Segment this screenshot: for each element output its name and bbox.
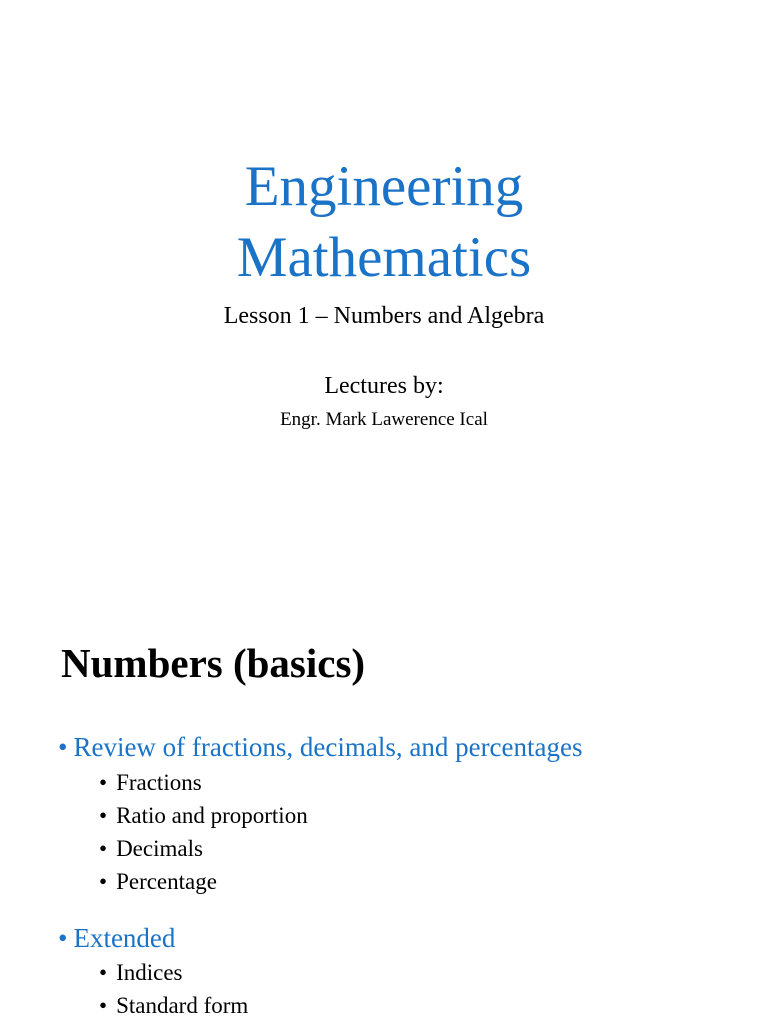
sub-bullet-label: Standard form <box>116 993 249 1018</box>
sub-bullet-item <box>99 959 182 987</box>
author-name: Engr. Mark Lawerence Ical <box>280 409 488 430</box>
bullet-extended <box>58 922 175 954</box>
bullet-dot: • <box>58 732 68 762</box>
bullet-extended-label: Extended <box>73 923 176 953</box>
content-slide <box>0 576 768 1024</box>
bullet-dot: • <box>99 960 108 985</box>
sub-bullet-item <box>99 802 308 830</box>
sub-bullet-label: Indices <box>116 960 183 985</box>
lectures-by-label: Lectures by: <box>324 373 444 399</box>
bullet-review-label: Review of fractions, decimals, and percentages <box>73 732 583 762</box>
sub-bullet-item <box>99 868 217 896</box>
sub-bullet-label: Percentage <box>116 869 217 894</box>
title-line-1: Engineering <box>244 155 524 218</box>
bullet-dot: • <box>99 803 108 828</box>
sub-bullet-label: Ratio and proportion <box>116 803 308 828</box>
slide-heading: Numbers (basics) <box>61 640 366 686</box>
bullet-dot: • <box>58 923 68 953</box>
bullet-dot: • <box>99 869 108 894</box>
sub-bullet-label: Decimals <box>116 836 203 861</box>
sub-bullet-item <box>99 769 202 797</box>
bullet-review <box>58 731 583 763</box>
bullet-dot: • <box>99 770 108 795</box>
sub-bullet-label: Fractions <box>116 770 202 795</box>
sub-bullet-item <box>99 992 248 1020</box>
lesson-subtitle: Lesson 1 – Numbers and Algebra <box>223 303 545 329</box>
title-line-2: Mathematics <box>236 226 532 289</box>
bullet-dot: • <box>99 993 108 1018</box>
bullet-dot: • <box>99 836 108 861</box>
sub-bullet-item <box>99 835 203 863</box>
